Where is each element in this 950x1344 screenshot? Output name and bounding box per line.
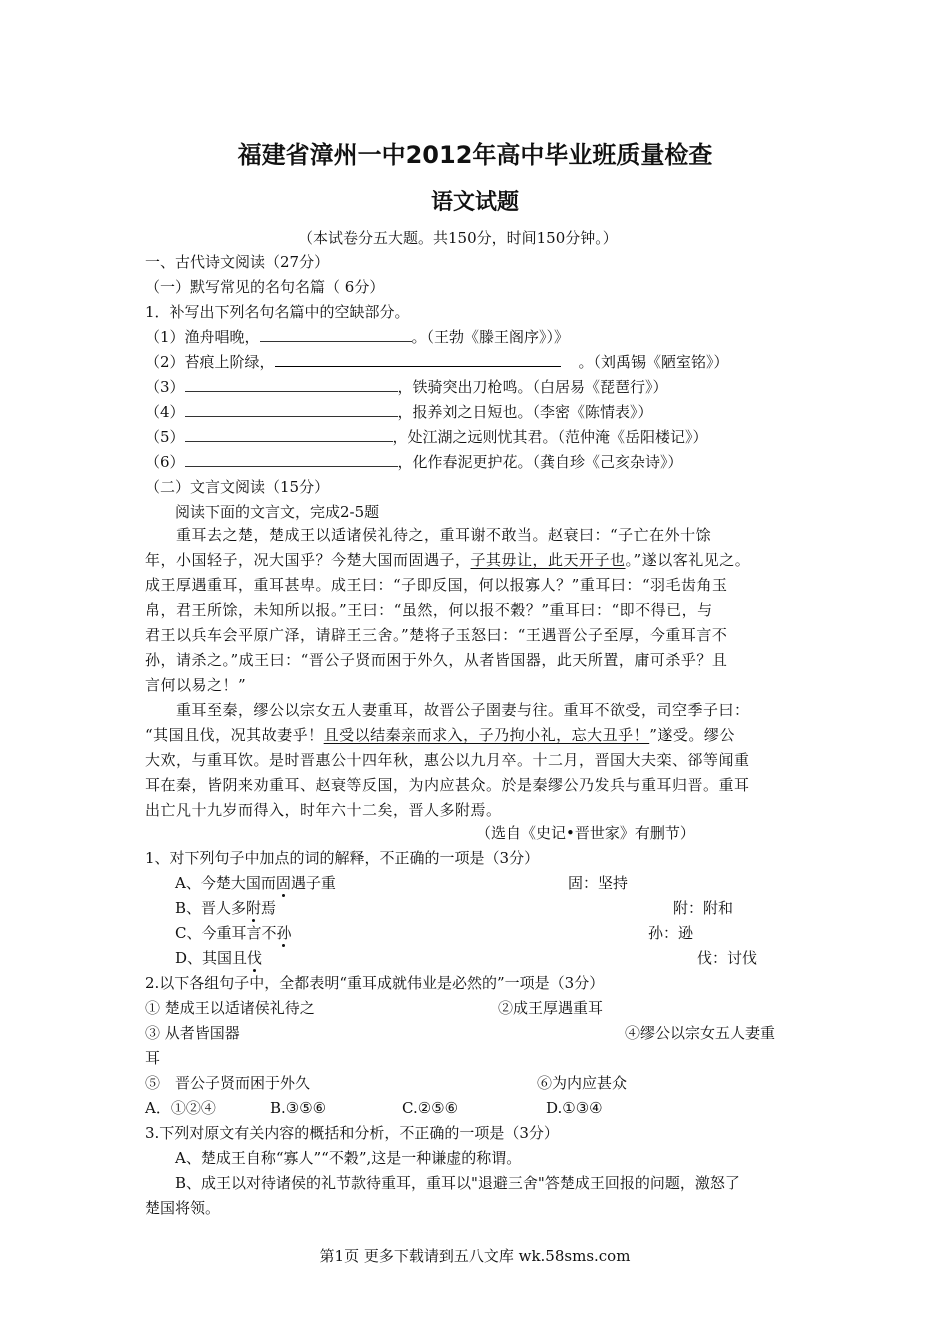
option-d[interactable]: D、其国且伐 (175, 949, 263, 967)
option-c[interactable]: C、今重耳言不孙 (175, 924, 292, 942)
answer-blank[interactable] (185, 402, 398, 417)
page-subtitle: 语文试题 (430, 190, 519, 215)
question-stem: 1．补写出下列名句名篇中的空缺部分。 (145, 303, 410, 321)
option-c-gloss: 孙：逊 (648, 924, 694, 942)
fill-item: （4） ，报养刘之日短也。（李密《陈情表》） (145, 403, 653, 421)
option-b[interactable]: B、晋人多附焉 (175, 899, 277, 917)
underlined-sentence: 子其毋让，此天开子也 (470, 551, 626, 569)
statement-1: ① 楚成王以适诸侯礼待之 (145, 999, 315, 1017)
underlined-sentence: 且受以结秦亲而求入，子乃拘小礼，忘大丑乎！ (323, 726, 650, 744)
choice-a[interactable]: A．①②④ (145, 1099, 216, 1117)
subsection-heading: （二）文言文阅读（15分） (145, 478, 330, 496)
option-d-gloss: 伐：讨伐 (697, 949, 758, 967)
statement-6: ⑥为内应甚众 (537, 1074, 628, 1092)
option-a[interactable]: A、今楚大国而固遇子重 (175, 874, 336, 892)
option-b[interactable]: B、成王以对待诸侯的礼节款待重耳，重耳以"退避三舍"答楚成王回报的问题，激怒了 (175, 1174, 740, 1192)
page-title: 福建省漳州一中2012年高中毕业班质量检查 (237, 141, 713, 169)
choice-b[interactable]: B.③⑤⑥ (270, 1099, 327, 1117)
statement-4-cont: 耳 (145, 1049, 161, 1067)
question-stem: 3.下列对原文有关内容的概括和分析，不正确的一项是（3分） (145, 1124, 559, 1142)
statement-3: ③ 从者皆国器 (145, 1024, 240, 1042)
fill-item: （5） ，处江湖之远则忧其君。（范仲淹《岳阳楼记》） (145, 428, 708, 446)
section-heading: 一、古代诗文阅读（27分） (145, 253, 330, 271)
statement-5: ⑤ 晋公子贤而困于外久 (145, 1074, 311, 1092)
option-b-cont: 楚国将领。 (145, 1199, 221, 1217)
passage-paragraph-2: 重耳至秦，缪公以宗女五人妻重耳，故晋公子圉妻与往。重耳不欲受，司空季子曰： “其国且伐，况其故妻乎！且受以结秦亲而求入，子乃拘小礼，忘大丑乎！”遂受。缪公 大欢，与重耳饮。是时晋惠公十四年秋，惠公以九月卒。十二月，晋国大夫栾、郤等闻重 耳在秦，皆阴来劝重耳、赵衰等反国，为内应甚众。於是秦缪公乃发兵与重耳归晋。重耳 出亡凡十九岁而得入，时年六十二矣，晋人多附焉。 (145, 701, 750, 819)
option-a-gloss: 固：坚持 (568, 874, 629, 892)
passage-source: （选自《史记•晋世家》有删节） (476, 824, 695, 842)
fill-item: （6） ，化作春泥更护花。（龚自珍《己亥杂诗》） (145, 453, 683, 471)
reading-intro: 阅读下面的文言文，完成2-5题 (175, 503, 380, 521)
choice-c[interactable]: C.②⑤⑥ (402, 1099, 459, 1117)
fill-item: （2）苔痕上阶绿， 。（刘禹锡《陋室铭》） (145, 353, 729, 371)
subsection-heading: （一）默写常见的名句名篇（ 6分） (145, 278, 385, 296)
choice-d[interactable]: D.①③④ (546, 1099, 603, 1117)
answer-blank[interactable] (185, 452, 398, 467)
answer-blank[interactable] (260, 327, 412, 342)
question-stem: 1、对下列句子中加点的词的解释，不正确的一项是（3分） (145, 849, 540, 867)
statement-2: ②成王厚遇重耳 (498, 999, 604, 1017)
answer-blank[interactable] (185, 377, 398, 392)
page-footer: 第1页 更多下载请到五八文库 wk.58sms.com (319, 1247, 631, 1265)
option-a[interactable]: A、楚成王自称“寡人”“不穀”,这是一种谦虚的称谓。 (175, 1149, 522, 1167)
answer-blank[interactable] (185, 427, 393, 442)
passage-paragraph-1: 重耳去之楚，楚成王以适诸侯礼待之，重耳谢不敢当。赵衰曰：“子亡在外十馀 年，小国轻子，况大国乎？今楚大国而固遇子，子其毋让，此天开子也。”遂以客礼见之。 成王厚遇重耳，重耳甚卑。成王曰：“子即反国，何以报寡人？”重耳曰：“羽毛齿角玉 帛，君王所馀，未知所以报。”王曰：“虽然，何以报不穀？”重耳曰：“即不得已，与 君王以兵车会平原广泽，请辟王三舍。”楚将子玉怒曰：“王遇晋公子至厚，今重耳言不 孙，请杀之。”成王曰：“晋公子贤而困于外久，从者皆国器，此天所置，庸可杀乎？且 言何以易之！” (145, 526, 751, 694)
question-stem: 2.以下各组句子中，全都表明“重耳成就伟业是必然的”一项是（3分） (145, 974, 605, 992)
answer-blank[interactable] (275, 352, 561, 367)
fill-item: （1）渔舟唱晚， 。（王勃《滕王阁序》）》 (145, 328, 570, 346)
statement-4: ④缪公以宗女五人妻重 (625, 1024, 776, 1042)
exam-note: （本试卷分五大题。共150分，时间150分钟。） (298, 229, 618, 247)
option-b-gloss: 附：附和 (673, 899, 734, 917)
fill-item: （3） ，铁骑突出刀枪鸣。（白居易《琵琶行》） (145, 378, 668, 396)
